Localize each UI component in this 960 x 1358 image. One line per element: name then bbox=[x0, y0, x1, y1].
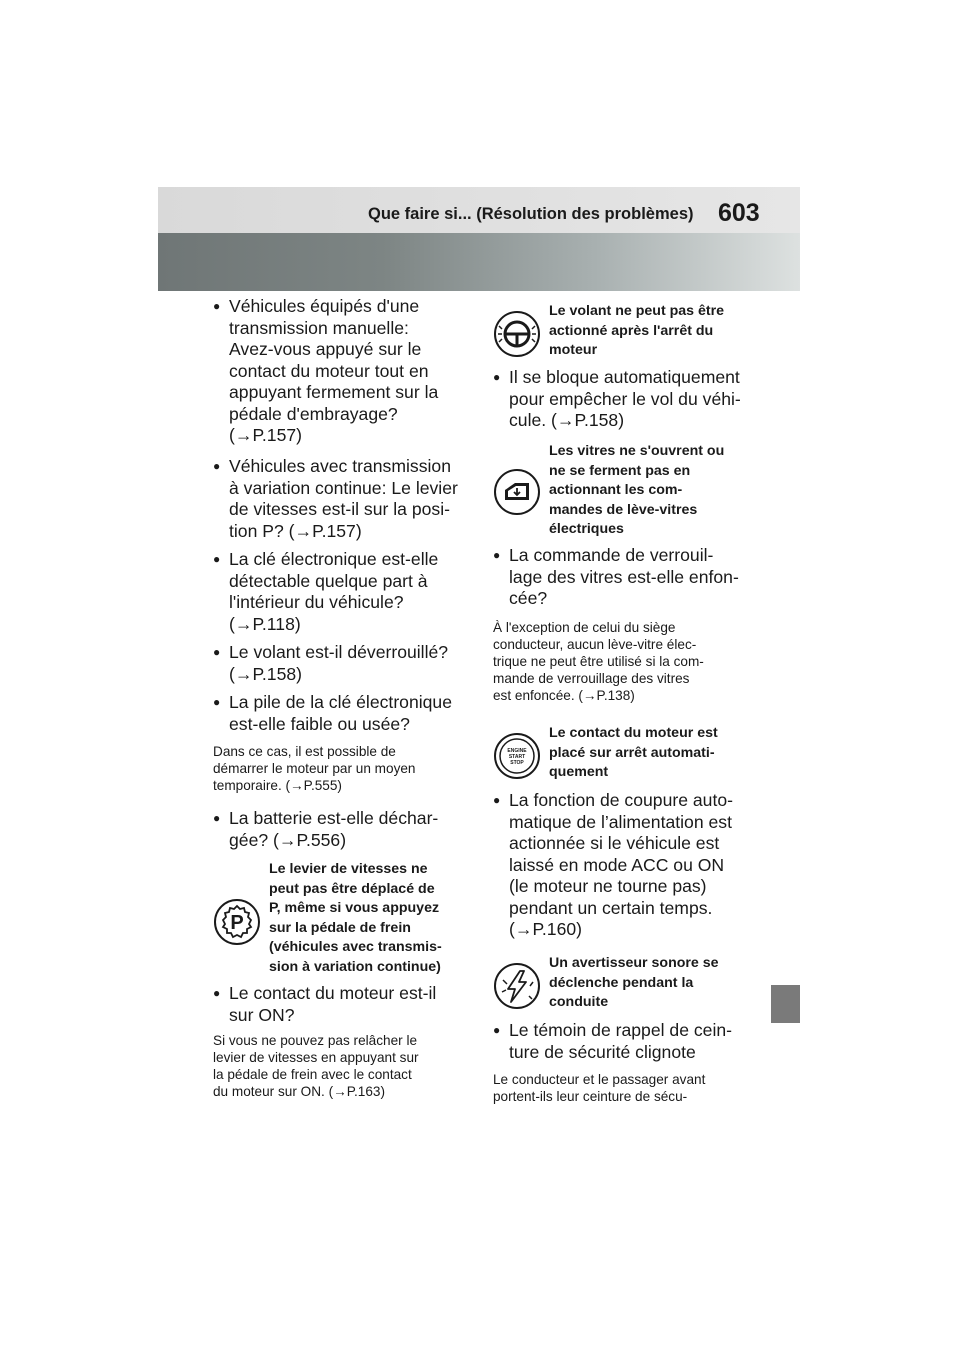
text-line: mandes de lève-vitres bbox=[549, 501, 698, 518]
bullet-battery-discharged bbox=[213, 808, 468, 851]
icon-label-windows bbox=[549, 442, 754, 540]
svg-text:ENGINE: ENGINE bbox=[507, 748, 527, 754]
text-line: pour empêcher le vol du véhi- bbox=[509, 388, 741, 409]
text-line: sur ON? bbox=[229, 1004, 295, 1025]
text-line: placé sur arrêt automati- bbox=[549, 744, 715, 761]
text-line: sur la pédale de frein bbox=[269, 919, 411, 936]
bullet-cvt-lever bbox=[213, 456, 468, 542]
text-line: matique de l’alimentation est bbox=[509, 811, 732, 832]
text-line: appuyant fermement sur la bbox=[229, 382, 439, 402]
text-line: ne se ferment pas en bbox=[549, 462, 691, 479]
text-line: actionnée si le véhicule est bbox=[509, 833, 720, 853]
text-line: actionnant les com- bbox=[549, 482, 683, 498]
text-line: ● La commande de verrouil- bbox=[509, 545, 714, 565]
icon-label-auto-off bbox=[549, 724, 754, 783]
bullet-engine-switch-on bbox=[213, 983, 468, 1026]
bullet-smart-key bbox=[213, 549, 468, 635]
text-line: cule. (→P.158) bbox=[509, 410, 625, 430]
text-line: (→P.118) bbox=[229, 613, 301, 634]
text-line: trique ne peut être utilisé si la com- bbox=[493, 654, 704, 669]
bullet-steering-lock bbox=[493, 367, 755, 432]
text-line: du moteur sur ON. (→P.163) bbox=[213, 1084, 386, 1099]
text-line: Le conducteur et le passager avant bbox=[493, 1072, 706, 1087]
text-line: quement bbox=[549, 764, 609, 780]
bullet-window-lock bbox=[493, 545, 755, 610]
text-line: ● Le contact du moteur est-il bbox=[229, 983, 437, 1003]
text-line: P, même si vous appuyez bbox=[269, 900, 440, 916]
note-window-lock bbox=[493, 619, 755, 704]
text-line: Un avertisseur sonore se bbox=[549, 955, 719, 971]
text-line: moteur bbox=[549, 342, 598, 358]
text-line: Le levier de vitesses ne bbox=[269, 861, 428, 877]
text-line: l'intérieur du véhicule? bbox=[229, 592, 404, 612]
text-line: de vitesses est-il sur la posi- bbox=[229, 499, 450, 519]
gradient-band bbox=[158, 233, 800, 291]
note-seatbelt bbox=[493, 1071, 755, 1105]
text-line: temporaire. (→P.555) bbox=[213, 778, 342, 793]
text-line: ● La batterie est-elle déchar- bbox=[229, 808, 439, 828]
text-line: ● La clé électronique est-elle bbox=[229, 549, 439, 569]
text-line: (→P.158) bbox=[229, 663, 303, 684]
text-line: Le volant ne peut pas être bbox=[549, 303, 725, 319]
text-line: ● Véhicules équipés d'une bbox=[229, 296, 420, 316]
note-temporary-start bbox=[213, 743, 468, 794]
text-line: transmission manuelle: bbox=[229, 317, 409, 338]
text-line: électriques bbox=[549, 521, 624, 537]
bullet-manual-transmission bbox=[213, 296, 468, 447]
text-line: détectable quelque part à bbox=[229, 570, 428, 591]
text-line: (véhicules avec transmis- bbox=[269, 939, 442, 955]
text-line: laissé en mode ACC ou ON bbox=[509, 854, 725, 875]
text-line: conduite bbox=[549, 994, 609, 1010]
svg-text:P: P bbox=[230, 912, 244, 934]
text-line: lage des vitres est-elle enfon- bbox=[509, 566, 739, 587]
text-line: (→P.157) bbox=[229, 425, 303, 445]
text-line: à variation continue: Le levier bbox=[229, 477, 458, 498]
steering-lock-icon bbox=[493, 310, 541, 358]
text-line: À l'exception de celui du siège bbox=[493, 620, 676, 635]
text-line: Les vitres ne s'ouvrent ou bbox=[549, 443, 725, 459]
engine-start-stop-icon bbox=[493, 732, 541, 780]
text-line: (le moteur ne tourne pas) bbox=[509, 876, 707, 896]
text-line: déclenche pendant la bbox=[549, 974, 694, 991]
chapter-tab bbox=[771, 985, 800, 1023]
text-line: mande de verrouillage des vitres bbox=[493, 671, 690, 686]
text-line: ● Le témoin de rappel de cein- bbox=[509, 1020, 732, 1040]
text-line: ● Véhicules avec transmission bbox=[229, 456, 451, 476]
bullet-key-battery bbox=[213, 692, 468, 735]
icon-label-steering bbox=[549, 302, 754, 361]
text-line: Dans ce cas, il est possible de bbox=[213, 744, 396, 759]
text-line: contact du moteur tout en bbox=[229, 360, 429, 381]
text-line: peut pas être déplacé de bbox=[269, 880, 435, 897]
text-line: Le contact du moteur est bbox=[549, 725, 718, 741]
text-line: Avez-vous appuyé sur le bbox=[229, 339, 422, 359]
icon-label-buzzer bbox=[549, 954, 754, 1013]
text-line: pédale d'embrayage? bbox=[229, 403, 398, 424]
text-line: tion P? (→P.157) bbox=[229, 520, 362, 541]
bullet-seatbelt-reminder bbox=[493, 1020, 755, 1063]
icon-label-shift-lever bbox=[269, 860, 474, 977]
text-line: ● La fonction de coupure auto- bbox=[509, 790, 733, 810]
text-line: cée? bbox=[509, 588, 548, 608]
text-line: Si vous ne pouvez pas relâcher le bbox=[213, 1033, 418, 1048]
bullet-steering-unlocked bbox=[213, 642, 468, 685]
svg-text:STOP: STOP bbox=[510, 760, 524, 766]
text-line: démarrer le moteur par un moyen bbox=[213, 761, 416, 776]
section-title: Que faire si... (Résolution des problèmes) bbox=[368, 205, 694, 223]
power-window-icon bbox=[493, 468, 541, 516]
note-brake-pedal bbox=[213, 1032, 468, 1100]
text-line: portent-ils leur ceinture de sécu- bbox=[493, 1089, 688, 1104]
text-line: ● Le volant est-il déverrouillé? bbox=[229, 642, 449, 662]
text-line: levier de vitesses en appuyant sur bbox=[213, 1050, 419, 1065]
svg-text:START: START bbox=[508, 754, 526, 760]
warning-buzzer-icon bbox=[493, 962, 541, 1010]
text-line: (→P.160) bbox=[509, 919, 583, 939]
text-line: est enfoncée. (→P.138) bbox=[493, 688, 635, 703]
shift-lock-p-icon bbox=[213, 898, 261, 946]
page-number: 603 bbox=[718, 199, 760, 227]
text-line: gée? (→P.556) bbox=[229, 829, 347, 850]
text-line: est-elle faible ou usée? bbox=[229, 713, 410, 734]
text-line: ● Il se bloque automatiquement bbox=[509, 367, 740, 387]
text-line: pendant un certain temps. bbox=[509, 897, 713, 918]
text-line: sion à variation continue) bbox=[269, 958, 441, 975]
text-line: ture de sécurité clignote bbox=[509, 1041, 696, 1062]
text-line: la pédale de frein avec le contact bbox=[213, 1067, 412, 1082]
text-line: ● La pile de la clé électronique bbox=[229, 692, 453, 712]
bullet-auto-power-off bbox=[493, 790, 755, 941]
text-line: actionné après l'arrêt du bbox=[549, 322, 714, 339]
text-line: conducteur, aucun lève-vitre élec- bbox=[493, 637, 697, 652]
